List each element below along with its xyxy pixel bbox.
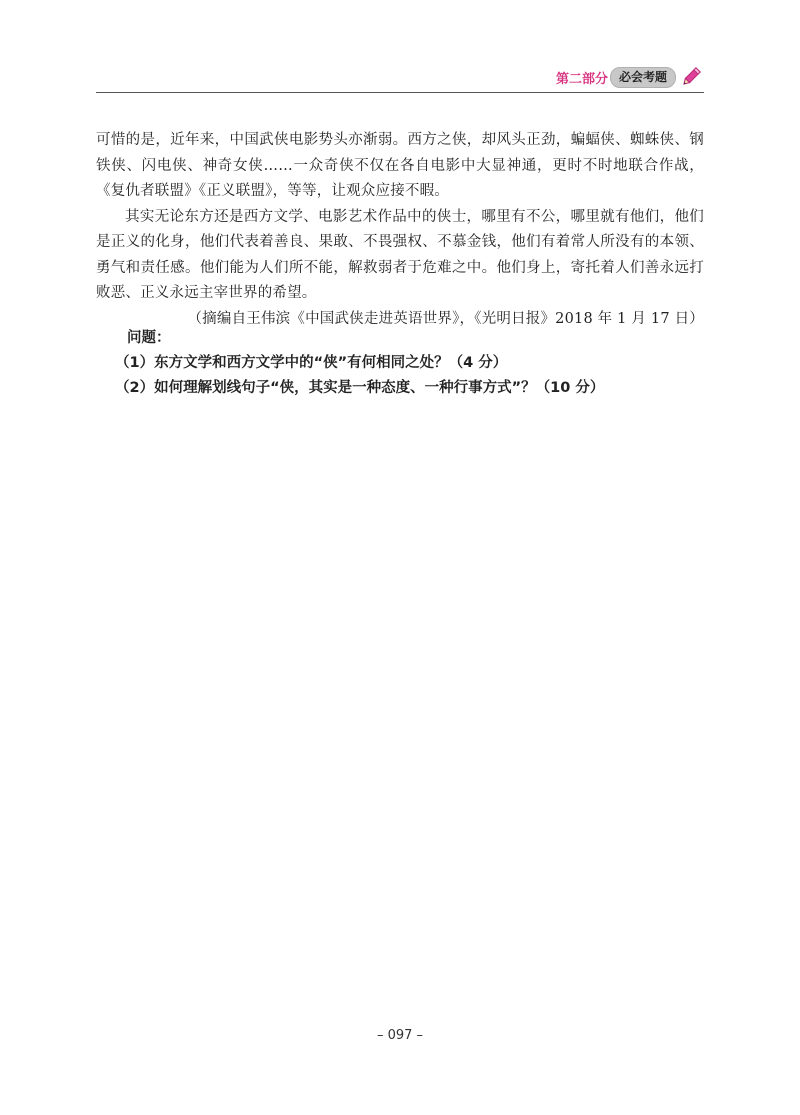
page-number: – 097 – (376, 1028, 424, 1043)
passage-source: （摘编自王伟滨《中国武侠走进英语世界》，《光明日报》2018 年 1 月 17 日） (187, 310, 704, 327)
questions-heading: 问题： (127, 330, 171, 346)
pencil-icon (680, 66, 702, 88)
header-divider (96, 92, 704, 93)
question-item-1: （1）东方文学和西方文学中的“侠”有何相同之处？（4 分） (115, 355, 508, 371)
section-part-label: 第二部分 (555, 72, 608, 87)
passage (96, 128, 704, 332)
question-item-2: （2）如何理解划线句子“侠，其实是一种态度、一种行事方式”？（10 分） (115, 380, 605, 396)
passage-paragraph-1: 可惜的是，近年来，中国武侠电影势头亦渐弱。西方之侠，却风头正劲，蝙蝠侠、蜘蛛侠、钢铁侠、闪电侠、神奇女侠……一众奇侠不仅在各自电影中大显神通，更时不时地联合作战，《复仇者联盟》《正义联盟》，等等，让观众应接不暇。 (96, 132, 704, 199)
page-header (96, 64, 704, 92)
passage-paragraph-2: 其实无论东方还是西方文学、电影艺术作品中的侠士，哪里有不公，哪里就有他们，他们是正义的化身，他们代表着善良、果敢、不畏强权、不慕金钱，他们有着常人所没有的本领、勇气和责任感。他们能为人们所不能，解救弱者于危难之中。他们身上，寄托着人们善永远打败恶、正义永远主宰世界的希望。 (96, 208, 704, 301)
section-badge: 必会考题 (610, 67, 676, 88)
questions-section (115, 326, 705, 401)
